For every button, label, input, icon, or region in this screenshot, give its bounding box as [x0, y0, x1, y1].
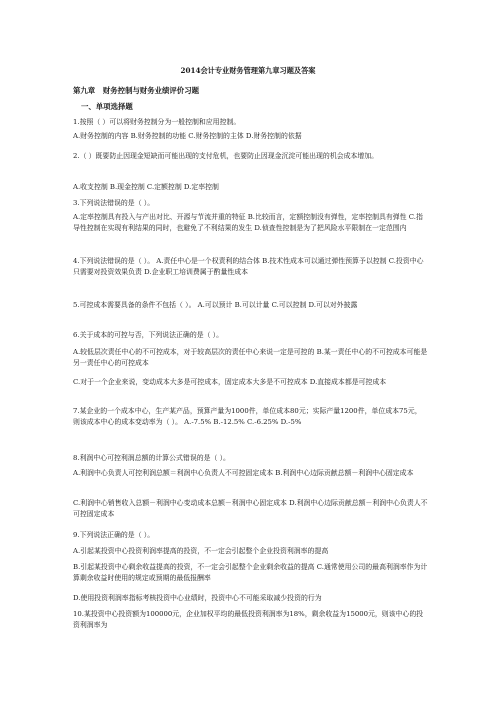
question-paragraph: A.财务控制的内容 B.财务控制的功能 C.财务控制的主体 D.财务控制的依据	[73, 132, 302, 140]
chapter-heading: 第九章 财务控制与财务业绩评价习题	[73, 86, 199, 95]
question-paragraph: 7.某企业的一个成本中心，生产某产品，预算产量为1000件，单位成本80元；实际产量1200件，单位成本75元，则该成本中心的成本变动率为（ ）。 A.-7.5% B.-12.5% C.-6.25% D.-5%	[73, 407, 422, 427]
question-paragraph: 1.按照（ ）可以将财务控制分为一般控制和应用控制。	[73, 118, 241, 126]
question-paragraph: A.引起某投资中心投资利润率提高的投资，不一定会引起整个企业投资利润率的提高	[73, 547, 329, 555]
question-paragraph: A.收支控制 B.现金控制 C.定额控制 D.定率控制	[73, 183, 219, 191]
question-paragraph: A.定率控制具有投入与产出对比、开源与节流并重的特征 B.比较而言，定额控制没有弹性，定率控制具有弹性 C.指导性控制在实现有利结果的同时，也避免了不利结果的发生 D.侦查性控制是为了把风险水平限制在一定范围内	[73, 213, 423, 233]
question-paragraph: B.引起某投资中心剩余收益提高的投资，不一定会引起整个企业剩余收益的提高 C.通常使用公司的最高利润率作为计算剩余收益时使用的规定或预期的最低报酬率	[73, 563, 428, 583]
section-heading: 一、单项选择题	[81, 102, 133, 111]
question-paragraph: C.对于一个企业来说，变动成本大多是可控成本，固定成本大多是不可控成本 D.直接成本都是可控成本	[73, 378, 387, 386]
document-title: 2014会计专业财务管理第九章习题及答案	[180, 66, 316, 75]
question-paragraph: C.利润中心销售收入总额－利润中心变动成本总额－利润中心固定成本 D.利润中心边际贡献总额－利润中心负责人不可控固定成本	[73, 499, 428, 519]
question-paragraph: D.使用投资利润率指标考核投资中心业绩时，投资中心不可能采取减少投资的行为	[73, 594, 322, 602]
question-paragraph: 9.下列说法正确的是（ ）。	[73, 531, 155, 539]
question-paragraph: 5.可控成本需要具备的条件不包括（ ）。 A.可以预计 B.可以计量 C.可以控制 D.可以对外披露	[73, 301, 358, 309]
question-paragraph: A.利润中心负责人可控利润总额＝利润中心负责人不可控固定成本 B.利润中心边际贡献总额－利润中心固定成本	[73, 469, 414, 477]
question-paragraph: 6.关于成本的可控与否，下列说法正确的是（ ）。	[73, 331, 224, 339]
question-paragraph: 3.下列说法错误的是（ ）。	[73, 199, 155, 207]
question-paragraph: 10.某投资中心投资额为100000元，企业加权平均的最低投资利润率为18%，剩余收益为15000元，则该中心的投资利润率为	[73, 610, 424, 630]
question-paragraph: A.较低层次责任中心的不可控成本，对于较高层次的责任中心来说一定是可控的 B.某一责任中心的不可控成本可能是另一责任中心的可控成本	[73, 348, 428, 368]
question-paragraph: 4.下列说法错误的是（ ）。 A.责任中心是一个权责利的结合体 B.技术性成本可以通过弹性预算予以控制 C.投资中心只需要对投资效果负责 D.企业职工培训费属于酌量性成本	[73, 257, 424, 277]
question-paragraph: 8.利润中心可控利润总额的计算公式错误的是（ ）。	[73, 454, 230, 462]
question-paragraph: 2.（ ）既要防止因现金短缺而可能出现的支付危机，也要防止因现金沉淀可能出现的机会成本增加。	[73, 152, 379, 160]
